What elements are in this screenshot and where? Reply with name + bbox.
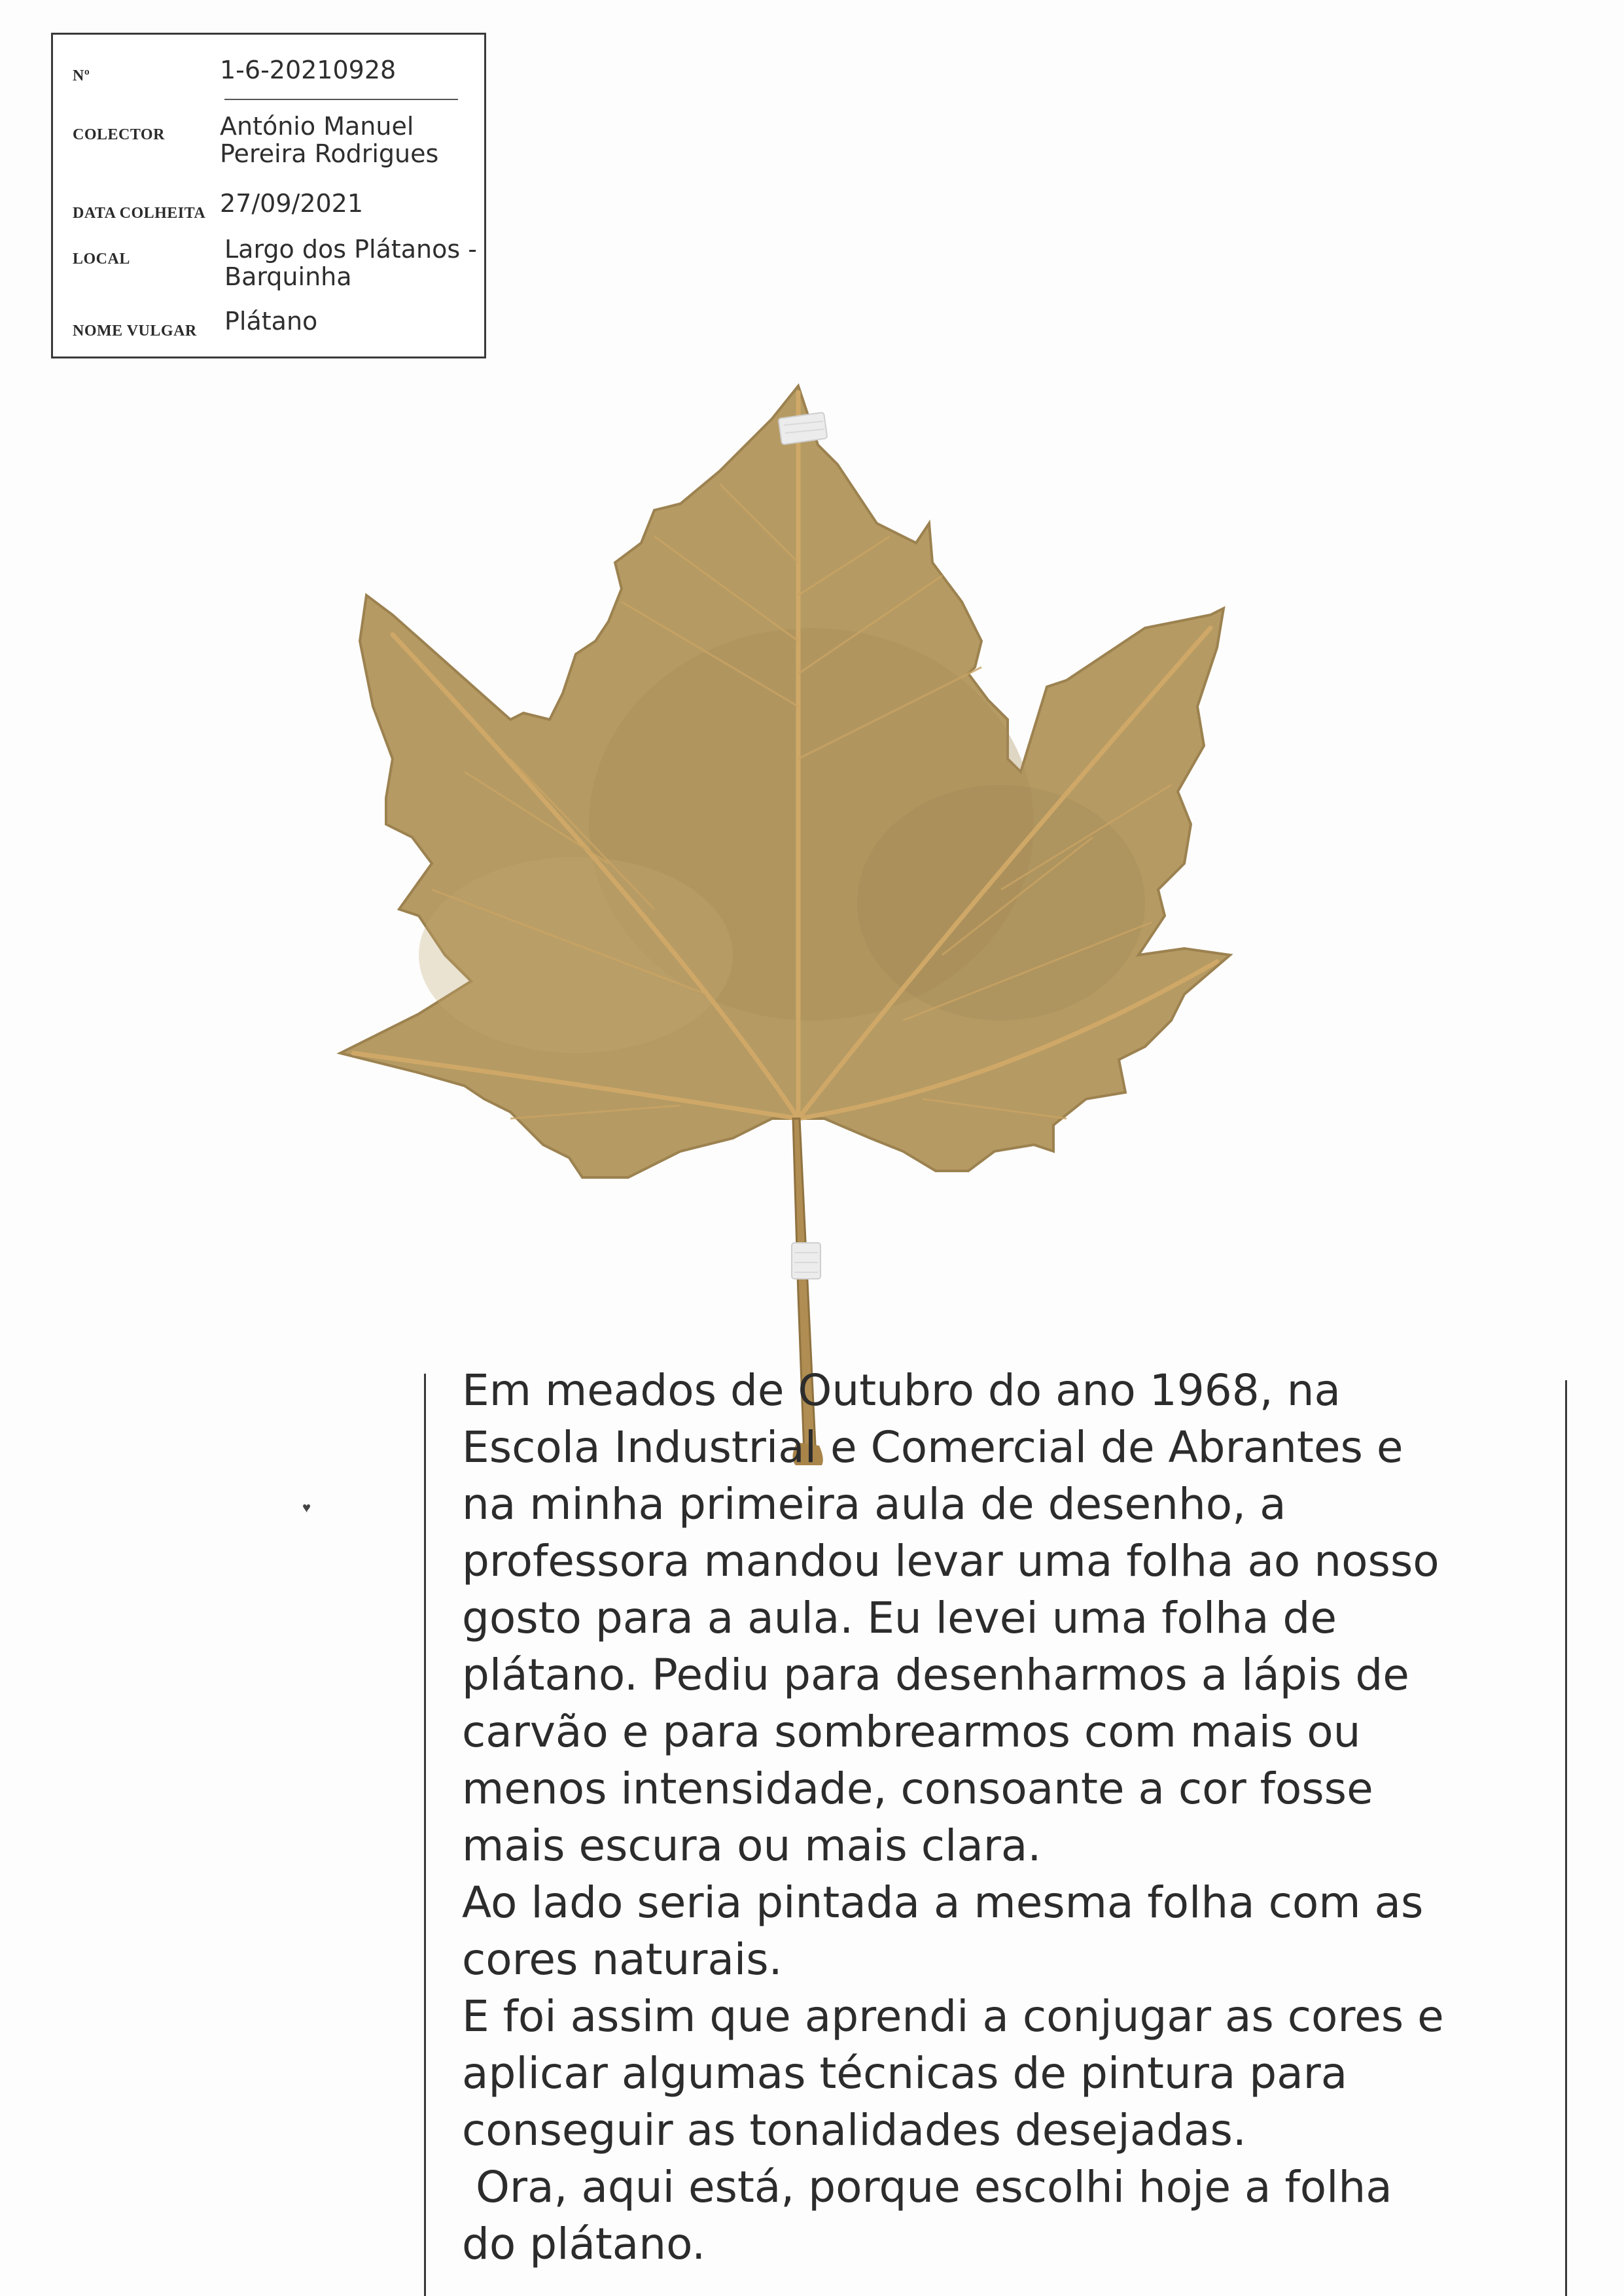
specimen-label [51,33,486,358]
local-key: LOCAL [73,251,130,268]
local-value-line1: Largo dos Plátanos - [224,235,477,264]
story-line: Em meados de Outubro do ano 1968, na [462,1365,1341,1416]
colector-key: COLECTOR [73,126,165,143]
numero-key: Nº [73,67,90,84]
story-text [462,1362,1535,2272]
colector-value-line2: Pereira Rodrigues [220,139,439,168]
story-line: Escola Industrial e Comercial de Abrantes e [462,1422,1403,1472]
story-line: Ora, aqui está, porque escolhi hoje a folha [462,2162,1392,2212]
nome-vulgar-key: NOME VULGAR [73,322,197,339]
story-line: conseguir as tonalidades desejadas. [462,2105,1246,2155]
label-divider [224,99,458,100]
story-line: carvão e para sombrearmos com mais ou [462,1707,1361,1757]
story-line: aplicar algumas técnicas de pintura para [462,2048,1348,2098]
story-line: menos intensidade, consoante a cor fosse [462,1764,1373,1814]
story-line: cores naturais. [462,1934,783,1985]
data-colheita-key: DATA COLHEITA [73,205,206,222]
mounting-tape-top [779,412,828,444]
story-line: plátano. Pediu para desenharmos a lápis de [462,1650,1409,1700]
story-line: professora mandou levar uma folha ao nosso [462,1536,1439,1586]
paper-speck-mark: ♥ [302,1499,311,1516]
leaf-shade-left [419,857,733,1053]
story-line: na minha primeira aula de desenho, a [462,1479,1286,1529]
data-colheita-value: 27/09/2021 [220,189,364,218]
story-line: do plátano. [462,2219,706,2269]
mounting-tape-petiole [792,1243,821,1279]
leaf-shade-right [857,785,1145,1020]
pressed-leaf [314,366,1282,1465]
story-line: gosto para a aula. Eu levei uma folha de [462,1593,1337,1643]
story-line: mais escura ou mais clara. [462,1820,1042,1871]
story-line: Ao lado seria pintada a mesma folha com as [462,1877,1424,1928]
story-frame-left-line [424,1374,426,2296]
numero-value: 1-6-20210928 [220,56,397,84]
story-frame-right-line [1565,1380,1567,2296]
local-value-line2: Barquinha [224,262,352,291]
story-line: E foi assim que aprendi a conjugar as cores e [462,1991,1444,2042]
colector-value-line1: António Manuel [220,112,414,141]
nome-vulgar-value: Plátano [224,307,318,336]
